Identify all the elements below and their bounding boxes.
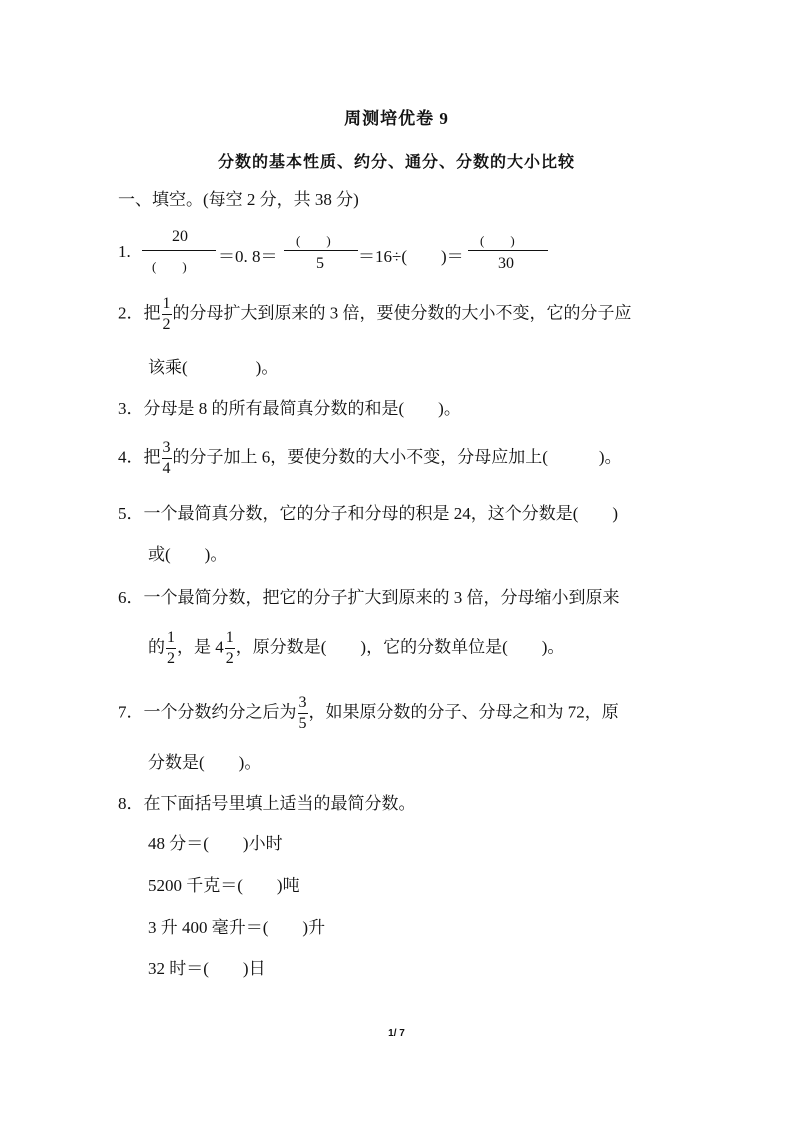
question-4 (118, 440, 622, 477)
section-heading: 一、填空。(每空 2 分，共 38 分) (118, 190, 359, 209)
q1-number: 1. (118, 242, 131, 261)
q7-fraction (298, 695, 308, 732)
q2-fraction (162, 296, 172, 333)
question-7 (118, 695, 619, 732)
q4-frac-denominator: 4 (162, 460, 171, 477)
q2-frac-denominator: 2 (162, 316, 171, 333)
q6-mid: ，是 4 (177, 637, 224, 657)
q8-item: 3 升 400 毫升＝( )升 (148, 918, 326, 937)
q6-frac2-numerator: 1 (225, 630, 235, 649)
q4-number: 4． (118, 447, 144, 467)
q1-frac3-bar (468, 250, 548, 251)
question-1 (118, 228, 558, 278)
question-8: 8．在下面括号里填上适当的最简分数。 (118, 794, 416, 813)
q1-frac1-denominator: ( ) (152, 259, 187, 274)
q6-frac1-numerator: 1 (166, 630, 176, 649)
q6-pre: 的 (148, 637, 165, 657)
q6-post: ，原分数是( )，它的分数单位是( )。 (235, 637, 565, 657)
q1-frac3-numerator: ( ) (480, 233, 515, 248)
question-6: 6．一个最简分数，把它的分子扩大到原来的 3 倍，分母缩小到原来 (118, 588, 620, 607)
q6-frac1-denominator: 2 (167, 650, 175, 667)
q7-number: 7． (118, 702, 144, 722)
q8-item: 32 时＝( )日 (148, 959, 266, 978)
q1-frac2-bar (284, 250, 358, 251)
q1-frac2-numerator: ( ) (296, 233, 331, 248)
q4-pre: 把 (143, 447, 161, 467)
q1-frac1-bar (142, 250, 216, 251)
q2-post: 的分母扩大到原来的 3 倍，要使分数的大小不变，它的分子应 (172, 303, 632, 323)
q1-equals-2: ＝16÷( )＝ (358, 247, 464, 266)
q7-frac-numerator: 3 (298, 695, 308, 714)
q1-frac2-denominator: 5 (316, 255, 324, 272)
q6-line2 (148, 630, 564, 667)
q8-item: 48 分＝( )小时 (148, 834, 283, 853)
question-5: 5．一个最简真分数，它的分子和分母的积是 24，这个分数是( ) (118, 504, 619, 523)
q2-pre: 把 (143, 303, 161, 323)
q2-number: 2． (118, 303, 144, 323)
q8-item: 5200 千克＝( )吨 (148, 876, 300, 895)
q1-frac1-numerator: 20 (172, 228, 188, 245)
page-title: 周测培优卷 9 (344, 109, 449, 128)
page-number: 1/ 7 (388, 1028, 405, 1039)
q2-line2: 该乘( )。 (148, 358, 279, 377)
q2-frac-numerator: 1 (162, 296, 172, 315)
question-3: 3．分母是 8 的所有最简真分数的和是( )。 (118, 399, 461, 418)
q4-post: 的分子加上 6，要使分数的大小不变，分母应加上( )。 (172, 447, 622, 467)
q5-line2: 或( )。 (148, 545, 228, 564)
q6-frac2-denominator: 2 (225, 650, 234, 667)
question-2 (118, 296, 632, 333)
q6-fraction-2 (225, 630, 235, 667)
q7-pre: 一个分数约分之后为 (143, 702, 297, 722)
q1-equals-1: ＝0. 8＝ (218, 247, 278, 266)
q6-fraction-1 (166, 630, 176, 667)
q7-frac-denominator: 5 (298, 715, 307, 732)
q7-line2: 分数是( )。 (148, 753, 262, 772)
q7-post: ，如果原分数的分子、分母之和为 72，原 (308, 702, 619, 722)
q1-frac3-denominator: 30 (498, 255, 514, 272)
q4-frac-numerator: 3 (162, 440, 172, 459)
page-subtitle: 分数的基本性质、约分、通分、分数的大小比较 (217, 154, 575, 171)
q4-fraction (162, 440, 172, 477)
